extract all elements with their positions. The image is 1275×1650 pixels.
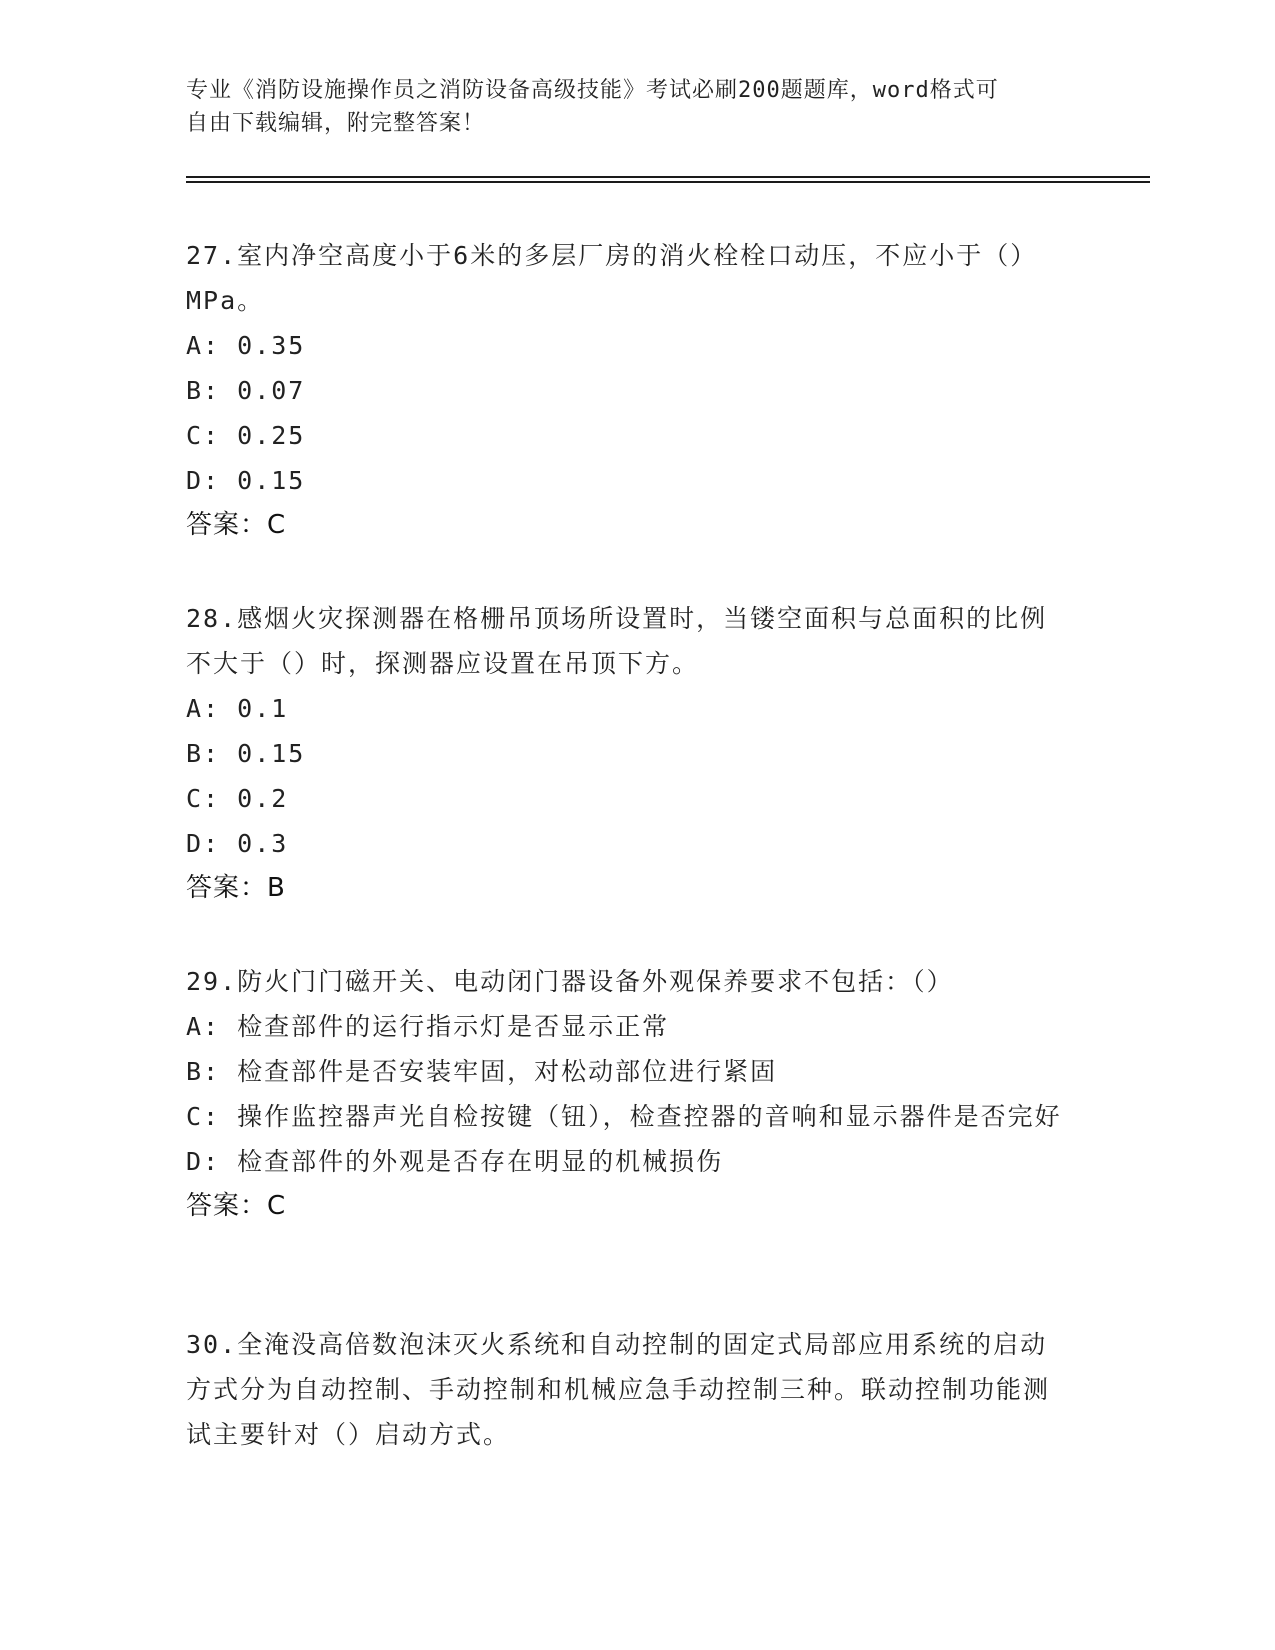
option-b: B: 0.15 [186,739,306,768]
option-c: C: 操作监控器声光自检按键（钮），检查控器的音响和显示器件是否完好 [186,1102,1062,1131]
document-header [186,74,1066,140]
option-a: A: 0.35 [186,331,306,360]
question-29 [186,959,1066,1229]
answer: 答案：C [186,510,287,540]
option-a: A: 0.1 [186,694,289,723]
option-d: D: 检查部件的外观是否存在明显的机械损伤 [186,1147,724,1176]
option-d: D: 0.15 [186,466,306,495]
answer: 答案：B [186,873,286,903]
question-27 [186,233,1066,548]
option-b: B: 检查部件是否安装牢固，对松动部位进行紧固 [186,1057,778,1086]
question-text: 30.全淹没高倍数泡沫灭火系统和自动控制的固定式局部应用系统的启动方式分为自动控制、手动控制和机械应急手动控制三种。联动控制功能测试主要针对（）启动方式。 [186,1330,1051,1449]
option-c: C: 0.25 [186,421,306,450]
header-line-2: 自由下载编辑，附完整答案！ [186,111,486,136]
question-30 [186,1322,1066,1457]
question-text: 29.防火门门磁开关、电动闭门器设备外观保养要求不包括：（） [186,967,954,996]
header-divider-bottom [186,181,1150,183]
question-text: 28.感烟火灾探测器在格栅吊顶场所设置时，当镂空面积与总面积的比例不大于（）时，探测器应设置在吊顶下方。 [186,604,1048,678]
header-divider-top [186,176,1150,178]
question-text: 27.室内净空高度小于6米的多层厂房的消火栓栓口动压，不应小于（）MPa。 [186,241,1038,315]
answer: 答案：C [186,1191,287,1221]
option-c: C: 0.2 [186,784,289,813]
option-a: A: 检查部件的运行指示灯是否显示正常 [186,1012,670,1041]
option-d: D: 0.3 [186,829,289,858]
question-28 [186,596,1066,911]
header-line-1: 专业《消防设施操作员之消防设备高级技能》考试必刷200题题库，word格式可 [186,78,999,103]
option-b: B: 0.07 [186,376,306,405]
